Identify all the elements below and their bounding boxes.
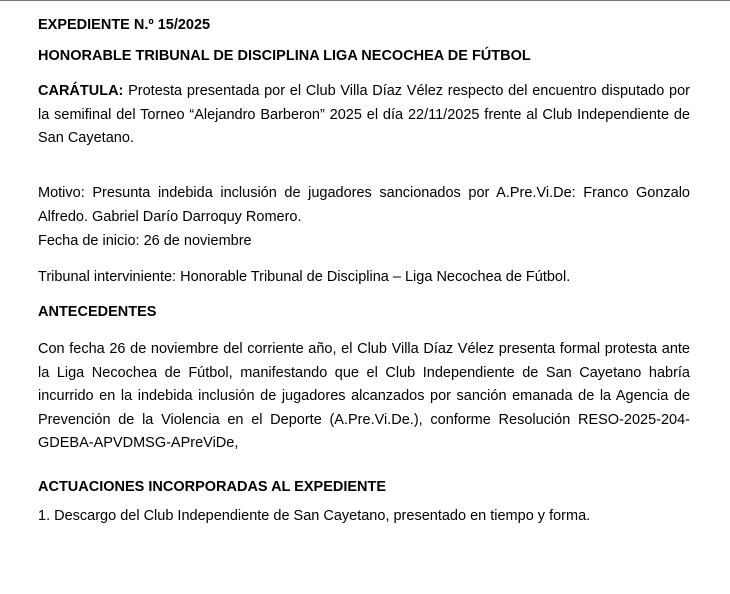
actuaciones-heading: ACTUACIONES INCORPORADAS AL EXPEDIENTE xyxy=(38,479,387,495)
tribunal-heading: HONORABLE TRIBUNAL DE DISCIPLINA LIGA NECOCHEA DE FÚTBOL xyxy=(38,48,531,64)
tribunal-interviniente: Tribunal interviniente: Honorable Tribunal de Disciplina – Liga Necochea de Fútbol. xyxy=(38,269,571,285)
page-top-border xyxy=(0,0,730,1)
antecedentes-heading: ANTECEDENTES xyxy=(38,304,157,320)
antecedentes-paragraph: Con fecha 26 de noviembre del corriente año, el Club Villa Díaz Vélez presenta formal protesta ante la Liga Necochea de Fútbol, manifestando que el Club Independiente de San Cayetano habría incurrido en la indebida inclusión de jugadores alcanzados por sanción emanada de la Agencia de Prevención de la Violencia en el Deporte (A.Pre.Vi.De.), conforme Resolución RESO-2025-204-GDEBA-APVDMSG-APreViDe, xyxy=(38,341,690,451)
motivo-paragraph: Motivo: Presunta indebida inclusión de jugadores sancionados por A.Pre.Vi.De: Franco Gonzalo Alfredo. Gabriel Darío Darroquy Romero. xyxy=(38,185,690,225)
expediente-number: EXPEDIENTE N.º 15/2025 xyxy=(38,17,211,33)
fecha-inicio: Fecha de inicio: 26 de noviembre xyxy=(38,233,252,249)
caratula-label: CARÁTULA: xyxy=(38,83,124,99)
caratula-paragraph xyxy=(38,80,690,151)
caratula-text: Protesta presentada por el Club Villa Díaz Vélez respecto del encuentro disputado por la semifinal del Torneo “Alejandro Barberon” 2025 el día 22/11/2025 frente al Club Independiente de San Cayetano. xyxy=(38,83,690,146)
actuaciones-item: 1. Descargo del Club Independiente de San Cayetano, presentado en tiempo y forma. xyxy=(38,508,591,524)
